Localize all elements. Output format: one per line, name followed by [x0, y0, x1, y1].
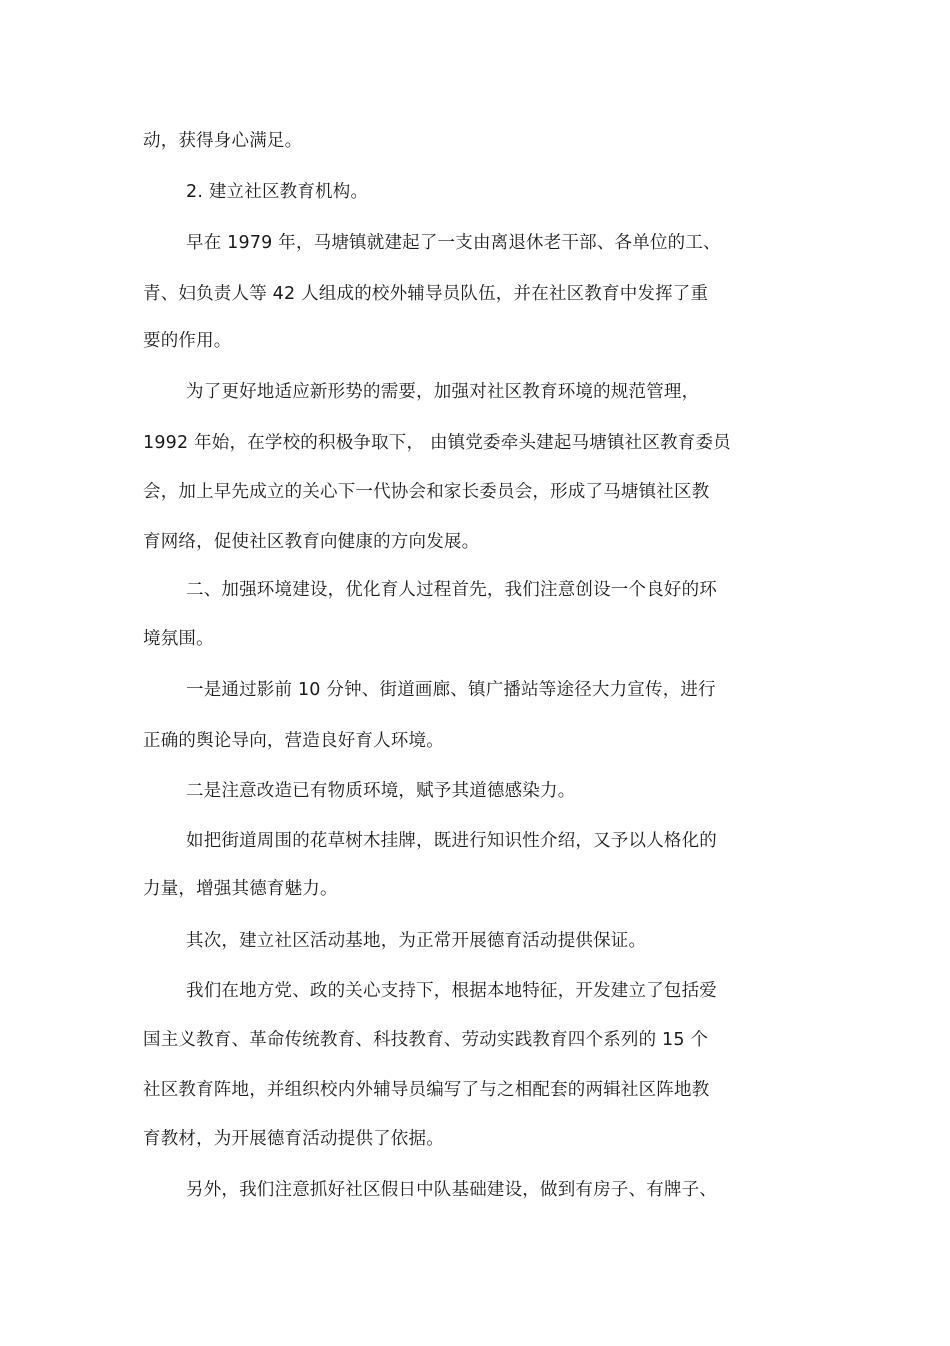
text-line: 为了更好地适应新形势的需要，加强对社区教育环境的规范管理，	[186, 382, 700, 402]
text-line: 育网络，促使社区教育向健康的方向发展。	[143, 532, 480, 552]
text-line: 其次，建立社区活动基地，为正常开展德育活动提供保证。	[186, 931, 647, 951]
text-line: 一是通过影前 10 分钟、街道画廊、镇广播站等途径大力宣传，进行	[186, 680, 716, 700]
text-line: 社区教育阵地，并组织校内外辅导员编写了与之相配套的两辑社区阵地教	[143, 1080, 710, 1100]
text-line: 正确的舆论导向，营造良好育人环境。	[143, 731, 444, 751]
text-line: 要的作用。	[143, 331, 232, 351]
text-line: 力量，增强其德育魅力。	[143, 879, 338, 899]
text-line: 青、妇负责人等 42 人组成的校外辅导员队伍，并在社区教育中发挥了重	[143, 284, 709, 304]
text-line: 我们在地方党、政的关心支持下，根据本地特征，开发建立了包括爱	[186, 981, 717, 1001]
section-heading: 2. 建立社区教育机构。	[186, 182, 369, 202]
text-line: 另外，我们注意抓好社区假日中队基础建设，做到有房子、有牌子、	[186, 1180, 717, 1200]
text-line: 早在 1979 年，马塘镇就建起了一支由离退休老干部、各单位的工、	[186, 233, 721, 253]
text-line: 国主义教育、革命传统教育、科技教育、劳动实践教育四个系列的 15 个	[143, 1030, 709, 1050]
text-line: 境氛围。	[143, 629, 214, 649]
section-heading: 二、加强环境建设，优化育人过程首先，我们注意创设一个良好的环	[186, 580, 717, 600]
text-line: 如把街道周围的花草树木挂牌，既进行知识性介绍，又予以人格化的	[186, 831, 717, 851]
text-line: 育教材，为开展德育活动提供了依据。	[143, 1129, 444, 1149]
text-line: 会，加上早先成立的关心下一代协会和家长委员会，形成了马塘镇社区教	[143, 482, 710, 502]
text-line: 动，获得身心满足。	[143, 131, 303, 151]
text-line: 1992 年始，在学校的积极争取下， 由镇党委牵头建起马塘镇社区教育委员	[143, 433, 731, 453]
text-line: 二是注意改造已有物质环境，赋予其道德感染力。	[186, 781, 576, 801]
